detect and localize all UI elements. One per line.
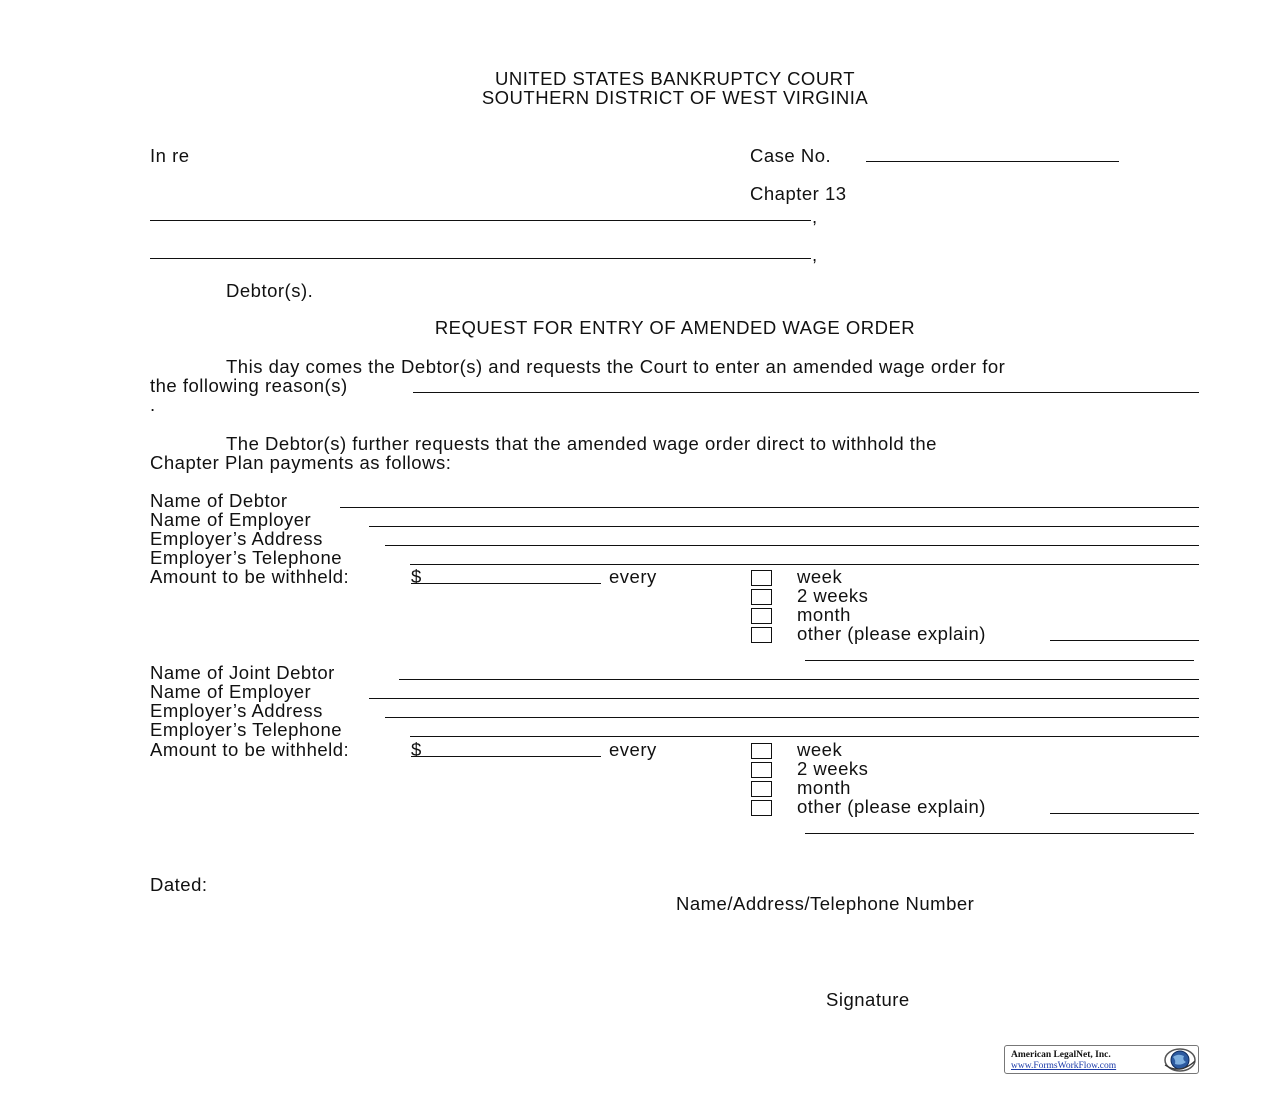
paragraph-1-dot: . (150, 394, 156, 415)
logo-url-link[interactable]: www.FormsWorkFlow.com (1011, 1061, 1117, 1071)
name-address-telephone-label: Name/Address/Telephone Number (676, 893, 975, 914)
paragraph-2-line-1: The Debtor(s) further requests that the amended wage order direct to withhold the (226, 433, 937, 454)
joint-employer-telephone-label: Employer’s Telephone (150, 719, 343, 740)
paragraph-1-line-1: This day comes the Debtor(s) and requests the Court to enter an amended wage order for (226, 356, 1006, 377)
debtor-employer-label: Name of Employer (150, 509, 312, 530)
debtor-dollar-sign: $ (411, 566, 422, 587)
debtor-employer-telephone-field[interactable] (410, 564, 1199, 565)
comma-1: , (812, 206, 818, 227)
joint-employer-telephone-field[interactable] (410, 736, 1199, 737)
reason-field[interactable] (413, 392, 1199, 393)
joint-other-label: other (please explain) (797, 796, 986, 817)
signature-label: Signature (826, 989, 910, 1010)
debtor-week-label: week (797, 566, 843, 587)
court-name: UNITED STATES BANKRUPTCY COURT (494, 68, 856, 89)
debtor-month-label: month (797, 604, 851, 625)
debtor-other-explain-field[interactable] (1050, 640, 1199, 641)
debtor-amount-label: Amount to be withheld: (150, 566, 350, 587)
district-name: SOUTHERN DISTRICT OF WEST VIRGINIA (481, 87, 869, 108)
joint-amount-label: Amount to be withheld: (150, 739, 350, 760)
debtor-employer-address-field[interactable] (385, 545, 1199, 546)
debtor-week-checkbox[interactable] (751, 570, 772, 586)
debtor-employer-address-label: Employer’s Address (150, 528, 323, 549)
debtor-name-line-2[interactable] (150, 258, 811, 259)
paragraph-2-line-2: Chapter Plan payments as follows: (150, 452, 452, 473)
debtor-name-field[interactable] (340, 507, 1199, 508)
joint-month-checkbox[interactable] (751, 781, 772, 797)
joint-every-label: every (609, 739, 657, 760)
debtor-other-explain-field-2[interactable] (805, 660, 1194, 661)
debtor-employer-telephone-label: Employer’s Telephone (150, 547, 343, 568)
debtor-other-checkbox[interactable] (751, 627, 772, 643)
debtor-month-checkbox[interactable] (751, 608, 772, 624)
debtors-label: Debtor(s). (226, 280, 314, 301)
form-title: REQUEST FOR ENTRY OF AMENDED WAGE ORDER (434, 317, 916, 338)
joint-employer-field[interactable] (369, 698, 1199, 699)
in-re-label: In re (150, 145, 190, 166)
debtor-employer-field[interactable] (369, 526, 1199, 527)
case-no-label: Case No. (750, 145, 832, 166)
chapter-label: Chapter 13 (750, 183, 847, 204)
globe-icon (1160, 1047, 1196, 1073)
joint-employer-address-label: Employer’s Address (150, 700, 323, 721)
joint-employer-label: Name of Employer (150, 681, 312, 702)
joint-week-label: week (797, 739, 843, 760)
joint-2-weeks-label: 2 weeks (797, 758, 869, 779)
paragraph-1-line-2: the following reason(s) (150, 375, 348, 396)
joint-employer-address-field[interactable] (385, 717, 1199, 718)
joint-week-checkbox[interactable] (751, 743, 772, 759)
comma-2: , (812, 244, 818, 265)
debtor-every-label: every (609, 566, 657, 587)
debtor-name-line-1[interactable] (150, 220, 811, 221)
american-legalnet-logo[interactable] (1004, 1045, 1199, 1074)
debtor-amount-field[interactable] (411, 583, 601, 584)
debtor-2-weeks-checkbox[interactable] (751, 589, 772, 605)
dated-label: Dated: (150, 874, 208, 895)
joint-debtor-name-field[interactable] (399, 679, 1199, 680)
joint-debtor-name-label: Name of Joint Debtor (150, 662, 335, 683)
debtor-2-weeks-label: 2 weeks (797, 585, 869, 606)
joint-2-weeks-checkbox[interactable] (751, 762, 772, 778)
joint-month-label: month (797, 777, 851, 798)
joint-other-explain-field-2[interactable] (805, 833, 1194, 834)
case-no-field[interactable] (866, 161, 1119, 162)
debtor-other-label: other (please explain) (797, 623, 986, 644)
joint-amount-field[interactable] (411, 756, 601, 757)
joint-dollar-sign: $ (411, 739, 422, 760)
debtor-name-label: Name of Debtor (150, 490, 288, 511)
joint-other-checkbox[interactable] (751, 800, 772, 816)
joint-other-explain-field[interactable] (1050, 813, 1199, 814)
logo-company-name: American LegalNet, Inc. (1011, 1050, 1111, 1060)
